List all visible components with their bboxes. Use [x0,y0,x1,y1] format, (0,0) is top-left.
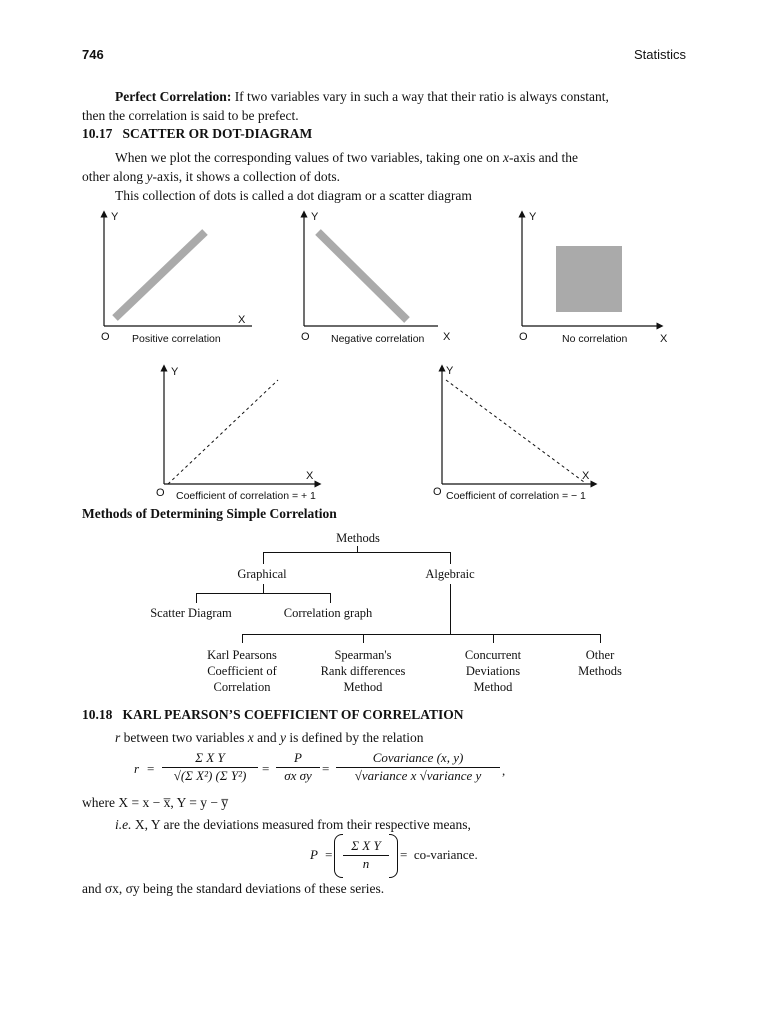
neg-y-label: Y [311,211,319,223]
tree-connector [242,634,243,643]
intro-and: and [253,730,280,745]
concurrent-line: Deviations [465,664,521,678]
formula-eq: = [262,761,270,776]
p1-y: y [146,169,153,184]
perfect-line2: then the correlation is said to be prefect. [82,108,299,123]
tree-connector [450,552,451,564]
den-1: √(Σ X²) (Σ Y²) [173,768,247,783]
perfect-correlation-paragraph [82,87,686,125]
tree-connector [450,584,451,634]
tree-connector [363,634,364,643]
tree-connector [263,552,264,564]
neg-x-label: X [443,331,451,343]
num-2: P [276,750,320,768]
spearman-line: Method [343,680,383,694]
ie-abbrev: i.e. [115,817,132,832]
tree-correlation-graph: Correlation graph [283,606,373,620]
tree-karl-pearson [182,647,302,695]
p-rhs: = co-variance. [400,847,478,862]
other-line: Methods [578,664,622,678]
page-number: 746 [82,47,104,62]
intro-r: r [115,730,121,745]
den-2: σx σy [284,768,312,783]
tree-methods: Methods [336,531,380,545]
neg-origin: O [301,331,310,343]
tree-graphical: Graphical [237,567,287,581]
positive-band [115,232,205,318]
methods-heading: Methods of Determining Simple Correlation [82,506,337,521]
section-10-17-paragraph [82,148,686,205]
ie-line [115,815,471,834]
perfect-correlation-term: Perfect Correlation: [115,89,232,104]
tree-connector [263,584,264,593]
tree-connector [600,634,601,643]
p2-text: This collection of dots is called a dot diagram or a scatter diagram [115,188,472,203]
formula-comma: , [502,763,506,778]
p1-text-a: When we plot the corresponding values of two variables, taking one on [115,150,504,165]
formula-eq: = [322,761,330,776]
p-lhs: P = [310,847,333,862]
negative-correlation-diagram [290,208,450,338]
section-10-18-intro [115,728,424,747]
formula-r: r [134,761,140,776]
tree-connector [196,593,331,594]
plus-origin: O [156,487,165,499]
den-3: √variance x √variance y [354,768,482,783]
karl-line: Karl Pearsons [207,648,277,662]
p-num: Σ X Y [343,838,389,856]
plus-x-label: X [306,470,314,482]
plus-y-label: Y [171,366,179,378]
other-line: Other [585,648,615,662]
tree-other [560,647,640,679]
section-10-18-heading: 10.18 KARL PEARSON’S COEFFICIENT OF CORRELATION [82,707,464,722]
no-correlation-diagram [508,208,673,338]
tree-connector [493,634,494,643]
spearman-line: Rank differences [320,664,406,678]
intro-x: x [247,730,254,745]
p-paren-close [389,834,398,878]
final-line: and σx, σy being the standard deviations of these series. [82,881,385,896]
where-line: where X = x − x̅, Y = y − y̅ [82,795,229,810]
concurrent-line: Concurrent [464,648,522,662]
p1-line2-b: -axis, it shows a collection of dots. [152,169,340,184]
p-fraction [343,838,389,872]
intro-b: is defined by the relation [285,730,424,745]
negative-band [318,232,407,320]
coef-minus-one-diagram [428,364,598,489]
positive-label: Positive correlation [132,333,221,345]
minus-y-label: Y [446,365,454,377]
dotted-negative-line [446,380,584,482]
formula-eq: = [147,761,155,776]
no-correlation-square [556,246,622,312]
p-paren-open [334,834,343,878]
none-origin: O [519,331,528,343]
none-x-label: X [660,333,668,345]
negative-label: Negative correlation [331,333,425,345]
fraction-2 [276,750,320,784]
intro-a: between two variables [120,730,248,745]
tree-connector [196,593,197,603]
tree-connector [263,552,451,553]
running-title: Statistics [633,47,686,62]
coef-plus-one-diagram [150,364,325,489]
fraction-1 [162,750,258,784]
fraction-3 [336,750,500,784]
num-3: Covariance (x, y) [336,750,500,768]
section-10-17-heading: 10.17 SCATTER OR DOT-DIAGRAM [82,126,313,141]
tree-connector [242,634,601,635]
tree-spearman [303,647,423,695]
p1-text-b: -axis and the [509,150,579,165]
concurrent-line: Method [473,680,513,694]
p1-x: x [503,150,510,165]
tree-scatter-diagram: Scatter Diagram [150,606,232,620]
spearman-line: Spearman's [334,648,392,662]
none-y-label: Y [529,211,537,223]
minus-x-label: X [582,470,590,482]
tree-algebraic: Algebraic [425,567,475,581]
pos-y-label: Y [111,211,119,223]
karl-line: Coefficient of [207,664,277,678]
p-den: n [362,856,370,871]
tree-connector [330,593,331,603]
coef-plus-label: Coefficient of correlation = + 1 [176,490,316,502]
dotted-positive-line [168,380,278,484]
perfect-line1: If two variables vary in such a way that their ratio is always constant, [234,89,609,104]
karl-line: Correlation [213,680,271,694]
pos-origin: O [101,331,110,343]
no-correlation-label: No correlation [562,333,628,345]
intro-y: y [279,730,286,745]
minus-origin: O [433,486,442,498]
num-1: Σ X Y [162,750,258,768]
tree-concurrent [443,647,543,695]
coef-minus-label: Coefficient of correlation = − 1 [446,490,586,502]
pos-x-label: X [238,314,246,326]
ie-text: X, Y are the deviations measured from their respective means, [131,817,471,832]
p1-line2-a: other along [82,169,147,184]
